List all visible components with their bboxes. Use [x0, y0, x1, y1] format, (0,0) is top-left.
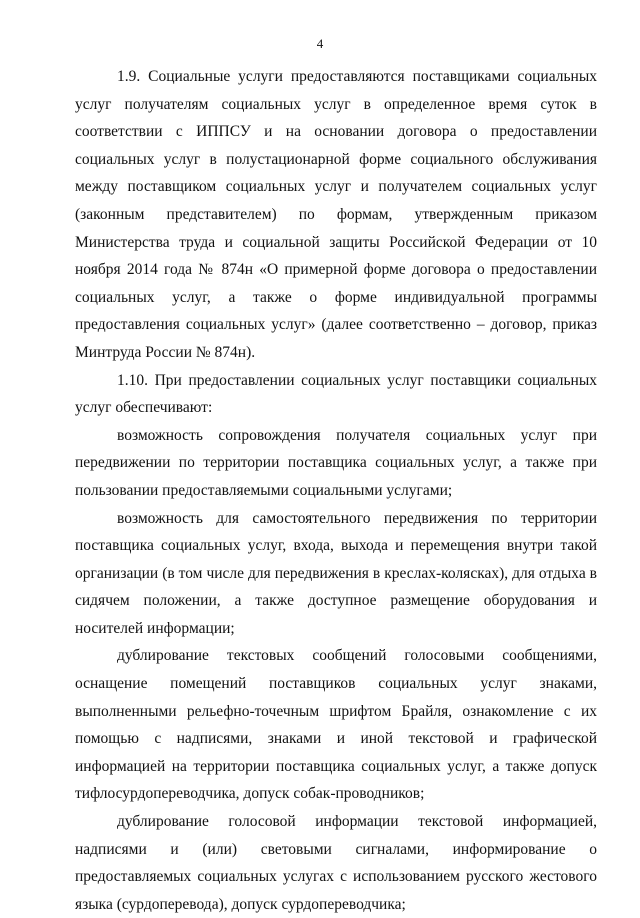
list-item-text-duplication: дублирование голосовой информации текстовой информацией, надписями и (или) световыми сигналами, информирование о предоставляемых социальных услугах с использованием русского жестового языка (сурдоперевода), допуск сурдопереводчика;	[75, 813, 597, 913]
paragraph-1-10: 1.10. При предоставлении социальных услуг поставщики социальных услуг обеспечивают:	[75, 371, 597, 417]
list-item-escort: возможность сопровождения получателя социальных услуг при передвижении по территории поставщика социальных услуг, а также при пользовании предоставляемыми социальными услугами;	[75, 426, 597, 499]
paragraph-1-9: 1.9. Социальные услуги предоставляются поставщиками социальных услуг получателям социальных услуг в определенное время суток в соответствии с ИППСУ и на основании договора о предоставлении социальных услуг в полустационарной форме социального обслуживания между поставщиком социальных услуг и получателем социальных услуг (законным представителем) по формам, утвержденным приказом Министерства труда и социальной защиты Российской Федерации от 10 ноября 2014 года № 874н «О примерной форме договора о предоставлении социальных услуг, а также о форме индивидуальной программы предоставления социальных услуг» (далее соответственно – договор, приказ Минтруда России № 874н).	[75, 68, 597, 361]
list-item-independent-movement: возможность для самостоятельного передвижения по территории поставщика социальных услуг, входа, выхода и перемещения внутри такой организации (в том числе для передвижения в креслах-колясках), для отдыха в сидячем положении, а также доступное размещение оборудования и носителей информации;	[75, 509, 597, 637]
page-number: 4	[316, 36, 324, 51]
list-item-voice-duplication: дублирование текстовых сообщений голосовыми сообщениями, оснащение помещений поставщиков социальных услуг знаками, выполненными рельефно-точечным шрифтом Брайля, ознакомление с их помощью с надписями, знаками и иной текстовой и графической информацией на территории поставщика социальных услуг, а также допуск тифлосурдопереводчика, допуск собак-проводников;	[75, 647, 597, 803]
document-body	[75, 63, 597, 918]
